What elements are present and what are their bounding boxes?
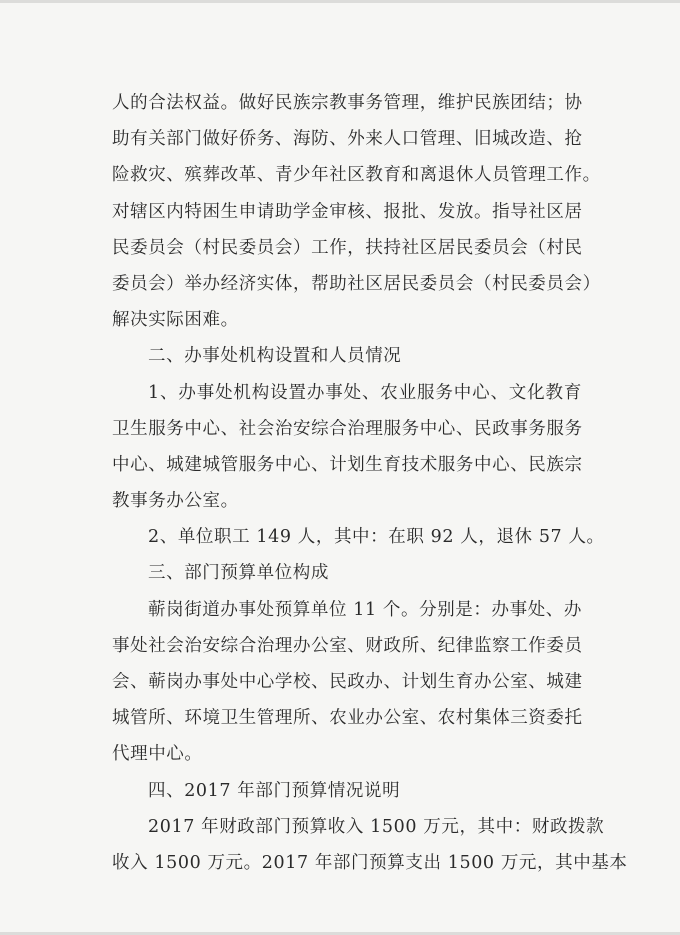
text-line: 民委员会（村民委员会）工作，扶持社区居民委员会（村民 bbox=[112, 237, 583, 258]
text-line: 卫生服务中心、社会治安综合治理服务中心、民政事务服务 bbox=[112, 418, 583, 439]
text-line: 解决实际困难。 bbox=[112, 310, 239, 331]
scan-top-edge bbox=[0, 0, 680, 3]
text-line: 代理中心。 bbox=[112, 744, 203, 765]
text-line: 对辖区内特困生申请助学金审核、报批、发放。指导社区居 bbox=[112, 201, 583, 222]
text-line: 收入 1500 万元。2017 年部门预算支出 1500 万元，其中基本 bbox=[112, 852, 628, 873]
text-line: 1、办事处机构设置办事处、农业服务中心、文化教育 bbox=[148, 382, 582, 403]
text-line: 中心、城建城管服务中心、计划生育技术服务中心、民族宗 bbox=[112, 454, 583, 475]
text-line: 险救灾、殡葬改革、青少年社区教育和离退休人员管理工作。 bbox=[112, 165, 601, 186]
text-line: 人的合法权益。做好民族宗教事务管理，维护民族团结；协 bbox=[112, 93, 583, 113]
text-line: 事处社会治安综合治理办公室、财政所、纪律监察工作委员 bbox=[112, 635, 583, 656]
document-body bbox=[112, 85, 628, 881]
text-line: 蕲岗街道办事处预算单位 11 个。分别是：办事处、办 bbox=[148, 599, 582, 620]
text-line: 2017 年财政部门预算收入 1500 万元，其中：财政拨款 bbox=[148, 816, 605, 837]
text-line: 委员会）举办经济实体，帮助社区居民委员会（村民委员会） bbox=[112, 273, 601, 294]
text-line: 三、部门预算单位构成 bbox=[148, 563, 329, 584]
text-line: 助有关部门做好侨务、海防、外来人口管理、旧城改造、抢 bbox=[112, 129, 583, 150]
text-line: 城管所、环境卫生管理所、农业办公室、农村集体三资委托 bbox=[112, 708, 583, 729]
text-line: 2、单位职工 149 人，其中：在职 92 人，退休 57 人。 bbox=[148, 527, 605, 548]
text-line: 教事务办公室。 bbox=[112, 491, 239, 512]
text-line: 会、蕲岗办事处中心学校、民政办、计划生育办公室、城建 bbox=[112, 672, 583, 692]
text-line: 四、2017 年部门预算情况说明 bbox=[148, 780, 401, 801]
text-line: 二、办事处机构设置和人员情况 bbox=[148, 346, 402, 367]
